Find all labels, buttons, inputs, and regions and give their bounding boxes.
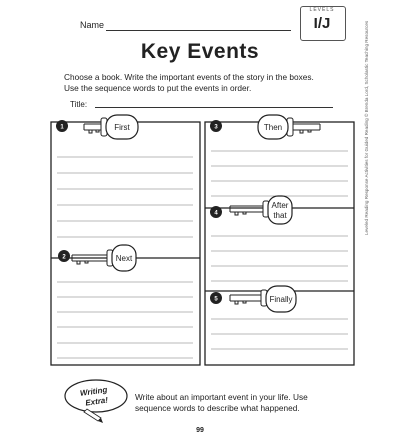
- key-word-first: First: [114, 123, 130, 132]
- side-credit: Leveled Reading Response Activities for Guided Reading © Brenda Lord, Scholastic Teaching Resources: [364, 20, 369, 235]
- title-field-label: Title:: [70, 100, 88, 109]
- left-event-box: [51, 122, 200, 365]
- number-badge-1: [56, 120, 68, 132]
- badge-word-writing: Writing: [79, 385, 108, 398]
- right-event-box: [205, 122, 354, 365]
- page-number: 99: [196, 427, 204, 434]
- page-title: Key Events: [140, 40, 260, 63]
- number-badge-4: [210, 206, 222, 218]
- number-badge-2: [58, 250, 70, 262]
- key-word-that: that: [273, 211, 287, 220]
- writing-extra-line-1: Write about an important event in your life. Use: [135, 392, 308, 402]
- svg-text:2: 2: [62, 254, 66, 261]
- writing-extra-line-2: sequence words to describe what happened.: [135, 403, 300, 413]
- svg-text:3: 3: [214, 124, 218, 131]
- name-label: Name: [80, 20, 105, 30]
- key-word-next: Next: [115, 254, 133, 263]
- writing-lines-event-4[interactable]: [211, 236, 348, 281]
- key-word-finally: Finally: [269, 295, 293, 304]
- writing-lines-event-1[interactable]: [57, 157, 193, 237]
- instruction-line-1: Choose a book. Write the important events of the story in the boxes.: [64, 72, 314, 82]
- svg-text:5: 5: [214, 296, 218, 303]
- key-icon-first: [84, 115, 138, 139]
- level-caption: LEVELS: [309, 7, 335, 13]
- writing-extra-badge: [65, 380, 127, 423]
- svg-text:4: 4: [214, 210, 218, 217]
- number-badge-5: [210, 292, 222, 304]
- instruction-line-2: Use the sequence words to put the events in order.: [64, 83, 252, 93]
- number-badge-3: [210, 120, 222, 132]
- level-value: I/J: [313, 15, 331, 32]
- svg-text:1: 1: [60, 124, 64, 131]
- writing-lines-event-2[interactable]: [57, 282, 193, 358]
- key-word-then: Then: [263, 123, 283, 132]
- badge-word-extra: Extra!: [84, 395, 109, 408]
- key-word-after: After: [271, 201, 289, 210]
- writing-lines-event-3[interactable]: [211, 151, 348, 196]
- writing-lines-event-5[interactable]: [211, 319, 348, 349]
